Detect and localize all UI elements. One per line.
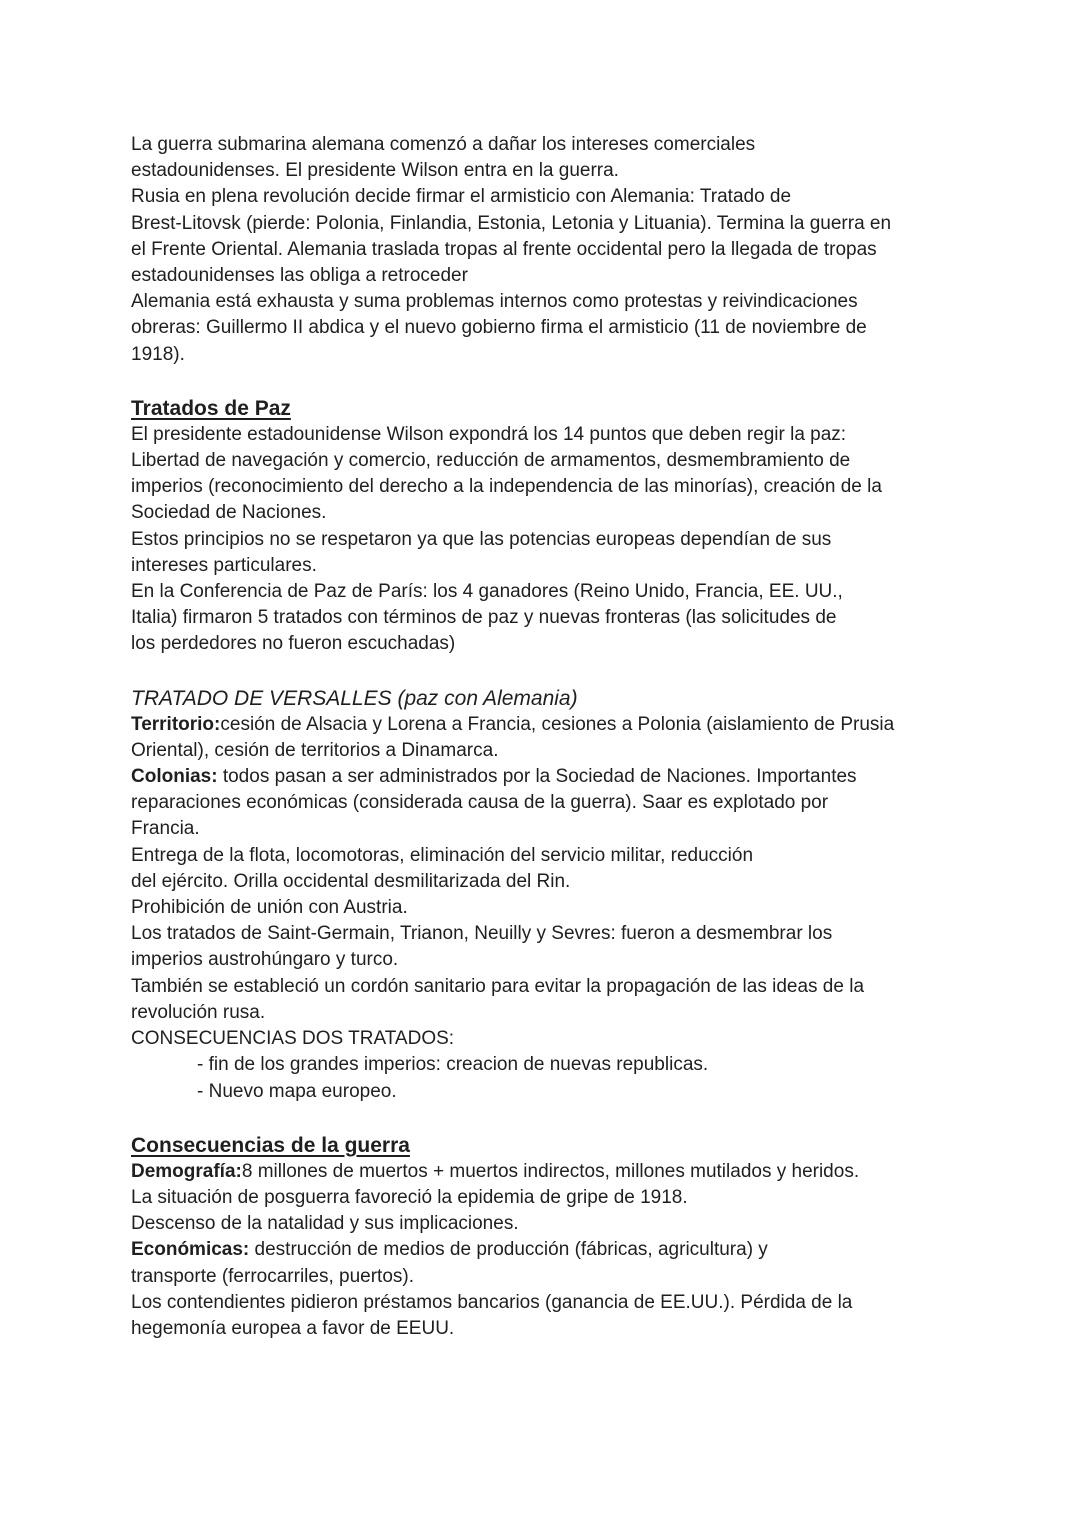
- text-line: Sociedad de Naciones.: [131, 502, 327, 524]
- text-line: Prohibición de unión con Austria.: [131, 897, 408, 919]
- tratados-section: [131, 395, 951, 658]
- text-line: hegemonía europea a favor de EEUU.: [131, 1317, 455, 1339]
- text-line: obreras: Guillermo II abdica y el nuevo gobierno firma el armisticio (11 de noviembre de: [131, 317, 867, 339]
- text-line: La situación de posguerra favoreció la epidemia de gripe de 1918.: [131, 1186, 688, 1208]
- text-line: El presidente estadounidense Wilson expondrá los 14 puntos que deben regir la paz:: [131, 423, 847, 445]
- text-line: intereses particulares.: [131, 554, 317, 576]
- text-line: reparaciones económicas (considerada causa de la guerra). Saar es explotado por: [131, 792, 829, 814]
- text-line: Brest-Litovsk (pierde: Polonia, Finlandia, Estonia, Letonia y Lituania). Termina la guerra en: [131, 212, 892, 234]
- text-line: estadounidenses. El presidente Wilson entra en la guerra.: [131, 160, 619, 182]
- text-line: Los contendientes pidieron préstamos bancarios (ganancia de EE.UU.). Pérdida de la: [131, 1291, 853, 1313]
- text-line: [131, 1159, 951, 1185]
- list-item: - fin de los grandes imperios: creacion de nuevas republicas.: [197, 1054, 709, 1076]
- text-line: Entrega de la flota, locomotoras, eliminación del servicio militar, reducción: [131, 844, 754, 866]
- text-line: CONSECUENCIAS DOS TRATADOS:: [131, 1028, 455, 1050]
- text-line: Alemania está exhausta y suma problemas internos como protestas y reivindicaciones: [131, 291, 858, 313]
- text-line: los perdedores no fueron escuchadas): [131, 633, 456, 655]
- text-line: Los tratados de Saint-Germain, Trianon, Neuilly y Sevres: fueron a desmembrar los: [131, 923, 833, 945]
- text-line: Oriental), cesión de territorios a Dinamarca.: [131, 739, 499, 761]
- consequences-list: [131, 1052, 951, 1104]
- text-line: revolución rusa.: [131, 1001, 266, 1023]
- intro-paragraph: [131, 132, 951, 368]
- colonias-text: todos pasan a ser administrados por la Sociedad de Naciones. Importantes: [217, 766, 857, 788]
- versalles-section: [131, 685, 951, 1105]
- text-line: [131, 712, 951, 738]
- text-line: También se estableció un cordón sanitario para evitar la propagación de las ideas de la: [131, 975, 865, 997]
- text-line: Francia.: [131, 818, 200, 840]
- text-line: Estos principios no se respetaron ya que las potencias europeas dependían de sus: [131, 528, 832, 550]
- text-line: Rusia en plena revolución decide firmar el armisticio con Alemania: Tratado de: [131, 186, 792, 208]
- territorio-text: cesión de Alsacia y Lorena a Francia, cesiones a Polonia (aislamiento de Prusia: [220, 713, 895, 735]
- economicas-text: destrucción de medios de producción (fábricas, agricultura) y: [249, 1239, 768, 1261]
- text-line: transporte (ferrocarriles, puertos).: [131, 1265, 414, 1287]
- text-line: En la Conferencia de Paz de París: los 4 ganadores (Reino Unido, Francia, EE. UU.,: [131, 581, 843, 603]
- colonias-label: Colonias:: [131, 766, 218, 788]
- text-line: estadounidenses las obliga a retroceder: [131, 265, 468, 287]
- text-line: del ejército. Orilla occidental desmilitarizada del Rin.: [131, 870, 571, 892]
- consecuencias-section: [131, 1132, 951, 1342]
- text-line: 1918).: [131, 343, 185, 365]
- text-line: Descenso de la natalidad y sus implicaciones.: [131, 1213, 519, 1235]
- economicas-label: Económicas:: [131, 1239, 250, 1261]
- document-page: [131, 132, 951, 1342]
- list-item: - Nuevo mapa europeo.: [197, 1080, 397, 1102]
- demografia-label: Demografía:: [131, 1160, 242, 1182]
- text-line: La guerra submarina alemana comenzó a dañar los intereses comerciales: [131, 134, 756, 155]
- text-line: imperios (reconocimiento del derecho a la independencia de las minorías), creación de la: [131, 476, 882, 498]
- text-line: el Frente Oriental. Alemania traslada tropas al frente occidental pero la llegada de tropas: [131, 238, 877, 260]
- territorio-label: Territorio:: [131, 713, 221, 735]
- text-line: [131, 764, 951, 790]
- demografia-text: 8 millones de muertos + muertos indirectos, millones mutilados y heridos.: [241, 1160, 860, 1182]
- text-line: imperios austrohúngaro y turco.: [131, 949, 399, 971]
- text-line: Italia) firmaron 5 tratados con términos de paz y nuevas fronteras (las solicitudes de: [131, 607, 837, 629]
- text-line: Libertad de navegación y comercio, reducción de armamentos, desmembramiento de: [131, 450, 851, 472]
- subsection-heading: TRATADO DE VERSALLES (paz con Alemania): [131, 686, 578, 710]
- text-line: [131, 1237, 951, 1263]
- section-heading: Tratados de Paz: [131, 396, 291, 420]
- section-heading: Consecuencias de la guerra: [131, 1133, 410, 1157]
